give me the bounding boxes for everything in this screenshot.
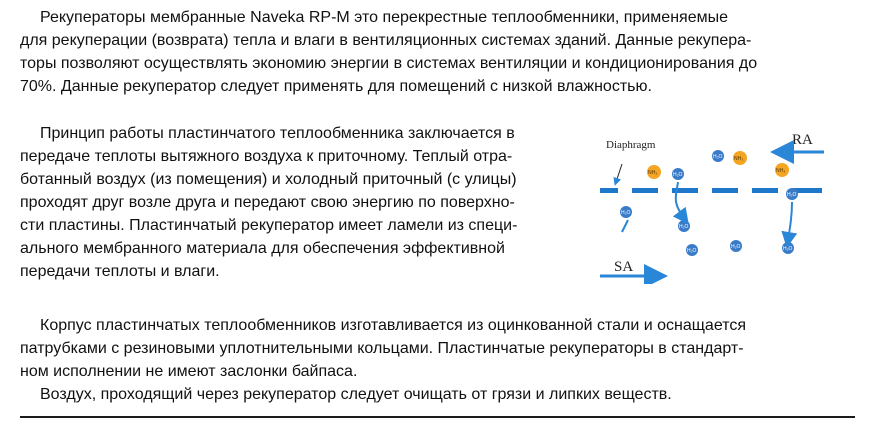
ammonia-molecule-icon <box>733 151 747 165</box>
diaphragm-pointer <box>616 164 622 182</box>
svg-text:NH₃: NH₃ <box>648 170 658 176</box>
paragraph-intro <box>20 6 757 98</box>
ammonia-molecule-icon <box>775 163 789 177</box>
svg-text:H₂O: H₂O <box>679 224 689 230</box>
paragraph-line: 70%. Данные рекуператор следует применять для помещений с низкой влажностью. <box>20 78 652 95</box>
svg-text:NH₃: NH₃ <box>776 168 786 174</box>
paragraph-housing <box>20 314 746 383</box>
water-molecule-icon <box>730 240 742 252</box>
water-molecule-icon <box>686 244 698 256</box>
paragraph-line: торы позволяют осуществлять экономию энергии в системах вентиляции и кондиционирования до <box>20 55 758 72</box>
svg-text:H₂O: H₂O <box>687 248 697 254</box>
svg-text:H₂O: H₂O <box>713 154 723 160</box>
water-molecule-icon <box>782 242 794 254</box>
svg-text:H₂O: H₂O <box>731 244 741 250</box>
paragraph-line: ном исполнении не имеют заслонки байпаса. <box>20 363 358 380</box>
bottom-rule-divider <box>20 416 855 418</box>
paragraph-line: Воздух, проходящий через рекуператор следует очищать от грязи и липких веществ. <box>40 386 672 403</box>
diaphragm-label: Diaphragm <box>606 139 656 151</box>
paragraph-line: сти пластины. Пластинчатый рекуператор имеет ламели из специ- <box>20 217 518 234</box>
ra-label: RA <box>792 132 813 148</box>
paragraph-cleaning <box>20 383 672 406</box>
membrane-diagram <box>592 124 830 284</box>
ammonia-molecule-icon <box>647 165 661 179</box>
water-molecule-icon <box>620 206 632 218</box>
water-molecule-icon <box>786 188 798 200</box>
paragraph-line: передачи теплоты и влаги. <box>20 263 220 280</box>
sa-label: SA <box>614 259 634 275</box>
paragraph-line: Корпус пластинчатых теплообменников изготавливается из оцинкованной стали и оснащается <box>40 317 746 334</box>
diffusion-arrow-icon <box>676 182 684 218</box>
svg-text:NH₃: NH₃ <box>734 156 744 162</box>
svg-text:H₂O: H₂O <box>783 246 793 252</box>
paragraph-line: ботанный воздух (из помещения) и холодный приточный (с улицы) <box>20 171 517 188</box>
paragraph-line: ального мембранного материала для обеспечения эффективной <box>20 240 505 257</box>
paragraph-principle <box>20 122 517 283</box>
svg-text:H₂O: H₂O <box>621 210 631 216</box>
paragraph-line: для рекуперации (возврата) тепла и влаги в вентиляционных системах зданий. Данные рекупера- <box>20 32 752 49</box>
paragraph-line: патрубками с резиновыми уплотнительными кольцами. Пластинчатые рекуператоры в стандарт- <box>20 340 744 357</box>
diffusion-arrow-icon <box>622 220 628 232</box>
water-molecule-icon <box>672 168 684 180</box>
paragraph-line: Принцип работы пластинчатого теплообменника заключается в <box>40 125 515 142</box>
membrane-diagram-svg <box>592 124 830 284</box>
water-molecule-icon <box>712 150 724 162</box>
svg-text:H₂O: H₂O <box>673 172 683 178</box>
paragraph-line: Рекуператоры мембранные Naveka RP-M это перекрестные теплообменники, применяемые <box>40 9 728 26</box>
diffusion-arrow-icon <box>788 202 792 240</box>
svg-text:H₂O: H₂O <box>787 192 797 198</box>
paragraph-line: проходят друг возле друга и передают свою энергию по поверхно- <box>20 194 515 211</box>
water-molecule-icon <box>678 220 690 232</box>
paragraph-line: передаче теплоты вытяжного воздуха к приточному. Теплый отра- <box>20 148 513 165</box>
